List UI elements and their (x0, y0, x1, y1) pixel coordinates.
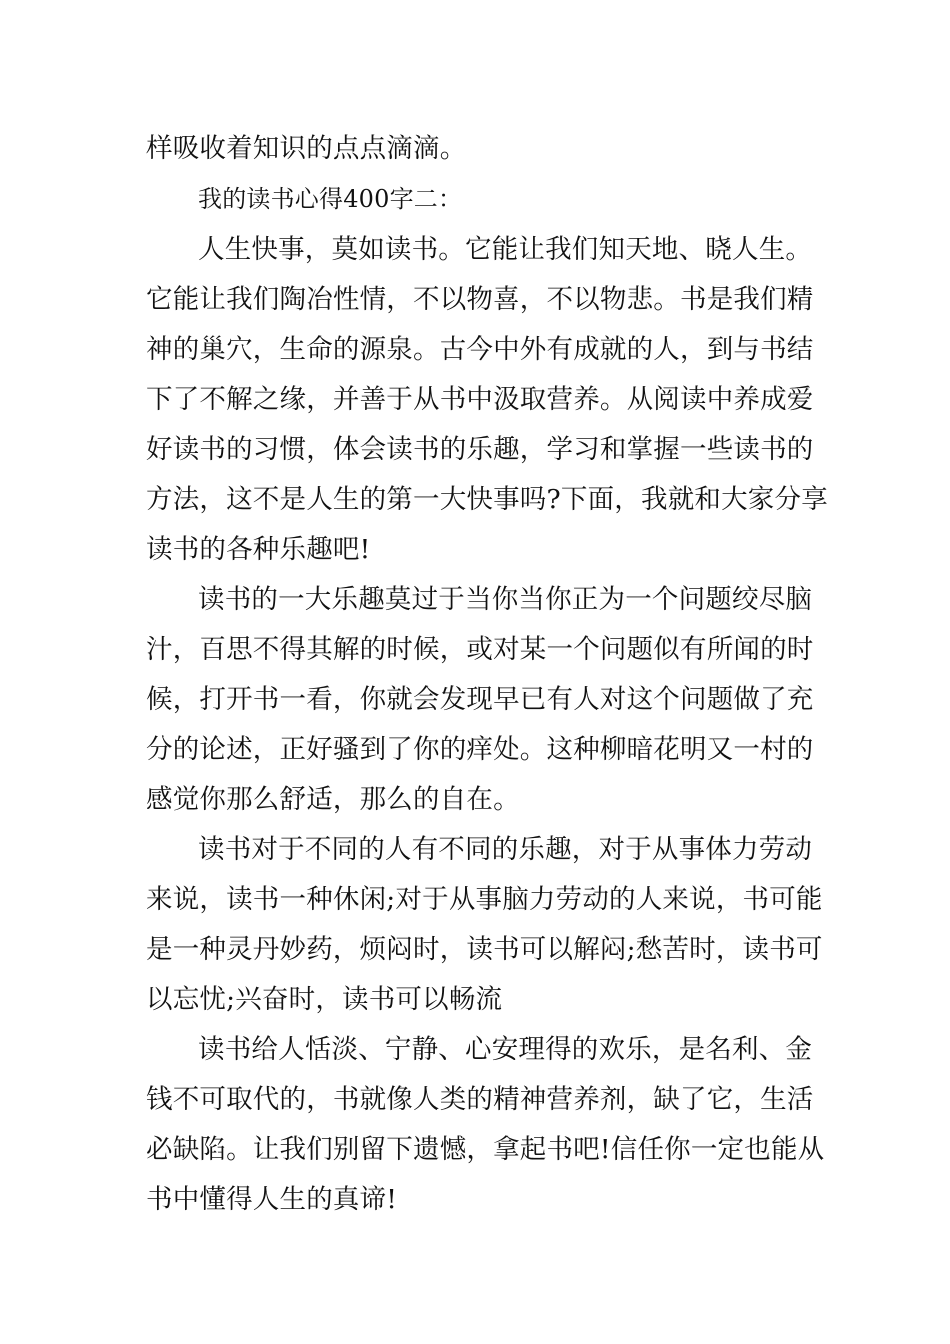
text-line: 感觉你那么舒适，那么的自在。 (146, 784, 520, 815)
section-heading: 我的读书心得400字二： (198, 185, 463, 213)
paragraph-first-line: 读书的一大乐趣莫过于当你当你正为一个问题绞尽脑 (198, 584, 813, 615)
text-line: 钱不可取代的，书就像人类的精神营养剂，缺了它，生活 (146, 1084, 814, 1115)
text-line: 必缺陷。让我们别留下遗憾，拿起书吧!信任你一定也能从 (146, 1134, 825, 1165)
text-line: 好读书的习惯，体会读书的乐趣，学习和掌握一些读书的 (146, 434, 814, 465)
paragraph-first-line: 读书给人恬淡、宁静、心安理得的欢乐，是名利、金 (198, 1034, 813, 1065)
paragraph-first-line: 读书对于不同的人有不同的乐趣，对于从事体力劳动 (198, 834, 813, 865)
text-line: 下了不解之缘，并善于从书中汲取营养。从阅读中养成爱 (146, 384, 814, 415)
text-line: 以忘忧;兴奋时，读书可以畅流 (146, 984, 503, 1015)
text-line: 分的论述，正好骚到了你的痒处。这种柳暗花明又一村的 (146, 734, 814, 765)
text-line: 候，打开书一看，你就会发现早已有人对这个问题做了充 (146, 684, 814, 715)
text-line: 样吸收着知识的点点滴滴。 (146, 133, 467, 164)
paragraph-first-line: 人生快事，莫如读书。它能让我们知天地、晓人生。 (198, 234, 813, 265)
text-line: 它能让我们陶冶性情，不以物喜，不以物悲。书是我们精 (146, 284, 814, 315)
text-line: 书中懂得人生的真谛! (146, 1184, 398, 1215)
text-line: 汁，百思不得其解的时候，或对某一个问题似有所闻的时 (146, 634, 814, 665)
text-line: 来说，读书一种休闲;对于从事脑力劳动的人来说，书可能 (146, 884, 823, 915)
text-line: 方法，这不是人生的第一大快事吗?下面，我就和大家分享 (146, 484, 828, 515)
text-line: 神的巢穴，生命的源泉。古今中外有成就的人，到与书结 (146, 334, 814, 365)
text-line: 是一种灵丹妙药，烦闷时，读书可以解闷;愁苦时，读书可 (146, 934, 823, 965)
text-line: 读书的各种乐趣吧! (146, 534, 371, 565)
